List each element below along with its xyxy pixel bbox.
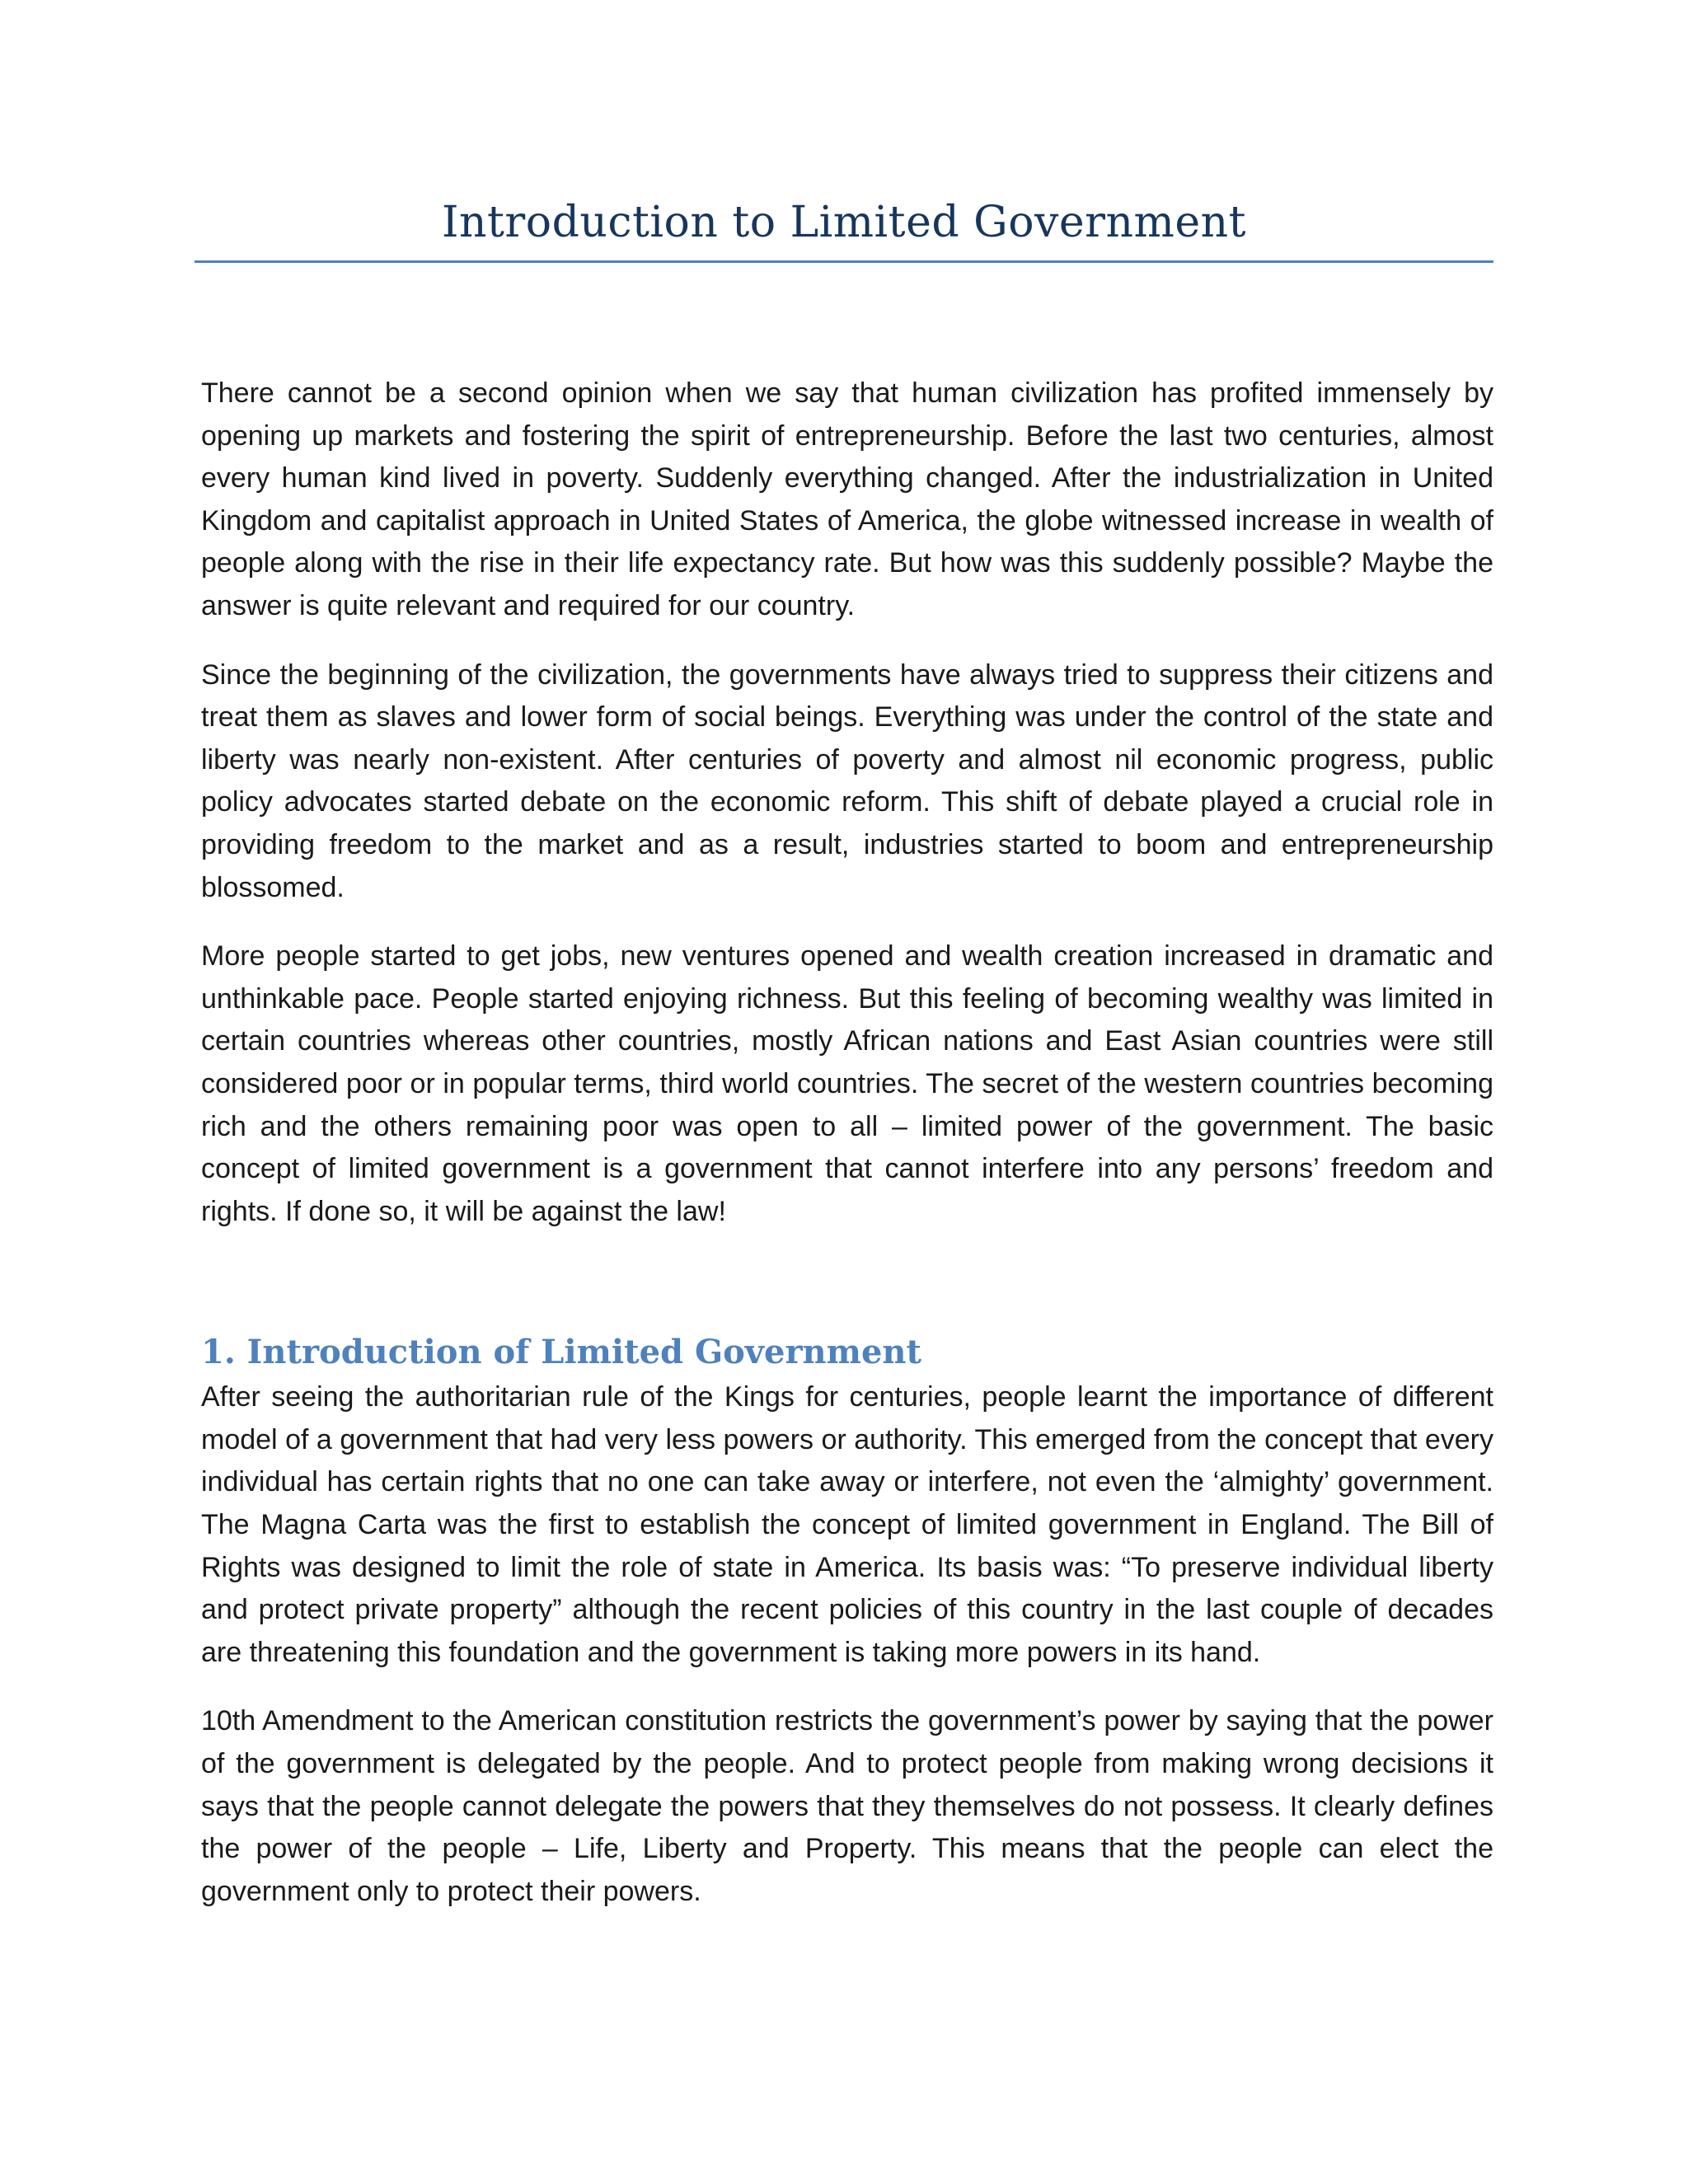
intro-paragraph-1: There cannot be a second opinion when we say that human civilization has profited immensely by opening up markets and fostering the spirit of entrepreneurship. Before the last two centuries, almost every human kind lived in poverty. Suddenly everything changed. After the industrialization in United Kingdom and capitalist approach in United States of America, the globe witnessed increase in wealth of people along with the rise in their life expectancy rate. But how was this suddenly possible? Maybe the answer is quite relevant and required for our country. xyxy=(201,377,1493,621)
section-1-paragraph-2: 10th Amendment to the American constitution restricts the government’s power by saying that the power of the government is delegated by the people. And to protect people from making wrong decisions it says that the people cannot delegate the powers that they themselves do not possess. It clearly defines the power of the people – Life, Liberty and Property. This means that the people can elect the government only to protect their powers. xyxy=(201,1705,1493,1907)
document-body xyxy=(201,373,1493,1939)
section-1-heading: 1. Introduction of Limited Government xyxy=(201,1333,921,1372)
intro-paragraph-3: More people started to get jobs, new ventures opened and wealth creation increased in dramatic and unthinkable pace. People started enjoying richness. But this feeling of becoming wealthy was limited in certain countries whereas other countries, mostly African nations and East Asian countries were still considered poor or in popular terms, third world countries. The secret of the western countries becoming rich and the others remaining poor was open to all – limited power of the government. The basic concept of limited government is a government that cannot interfere into any persons’ freedom and rights. If done so, it will be against the law! xyxy=(201,940,1493,1227)
section-1-paragraph-1: After seeing the authoritarian rule of the Kings for centuries, people learnt the importance of different model of a government that had very less powers or authority. This emerged from the concept that every individual has certain rights that no one can take away or interfere, not even the ‘almighty’ government. The Magna Carta was the first to establish the concept of limited government in England. The Bill of Rights was designed to limit the role of state in America. Its basis was: “To preserve individual liberty and protect private property” although the recent policies of this country in the last couple of decades are threatening this foundation and the government is taking more powers in its hand. xyxy=(201,1381,1493,1668)
intro-paragraph-2: Since the beginning of the civilization, the governments have always tried to suppress their citizens and treat them as slaves and lower form of social beings. Everything was under the control of the state and liberty was nearly non-existent. After centuries of poverty and almost nil economic progress, public policy advocates started debate on the economic reform. This shift of debate played a crucial role in providing freedom to the market and as a result, industries started to boom and entrepreneurship blossomed. xyxy=(201,658,1493,903)
document-title: Introduction to Limited Government xyxy=(442,198,1246,247)
title-block xyxy=(195,194,1493,263)
